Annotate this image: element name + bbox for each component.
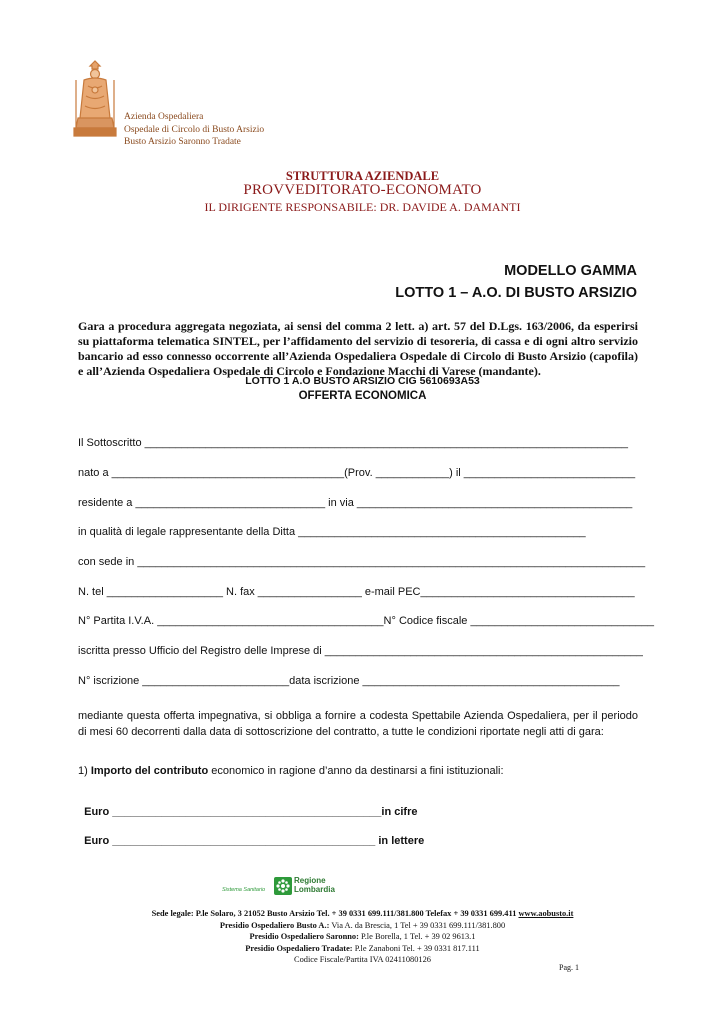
page-number: Pag. 1 — [559, 963, 579, 972]
footer-sede — [0, 908, 725, 920]
org-line-2: Ospedale di Circolo di Busto Arsizio — [124, 124, 265, 135]
intro-paragraph: Gara a procedura aggregata negoziata, ai sensi del comma 2 lett. a) art. 57 del D.Lgs. 163/2006, da esperirsi su piattaforma telematica SINTEL, per l’affidamento del servizio di tesoreria, di cassa e di ogni altro servizio bancario ad esso connesso occorrente all’Azienda Ospedaliera Ospedale di Circolo di Busto Arsizio (capofila) e all’Azienda Ospedaliera Ospedale di Circolo e Fondazione Macchi di Varese (mandante). — [78, 319, 638, 378]
dirigente-heading: IL DIRIGENTE RESPONSABILE: DR. DAVIDE A. DAMANTI — [204, 200, 521, 214]
footer-tradate-text: P.le Zanaboni Tel. + 39 0331 817.111 — [352, 943, 480, 953]
registro-imprese-field[interactable]: iscritta presso Ufficio del Registro delle Imprese di ____________________________________________________ — [78, 645, 643, 657]
footer-saronno-text: P.le Borella, 1 Tel. + 39 02 9613.1 — [358, 932, 476, 941]
euro-label: Euro — [84, 835, 110, 847]
euro-blank: ___________________________________________ — [109, 835, 379, 847]
euro-suffix: in lettere — [378, 835, 425, 847]
requirement-text: economico in ragione d’anno da destinarsi a fini istituzionali: — [208, 765, 504, 777]
residente-field[interactable]: residente a _______________________________ in via _____________________________________________ — [78, 497, 633, 509]
requirement-number: 1) — [78, 765, 91, 777]
madonna-logo-icon — [70, 60, 120, 138]
euro-lettere-field[interactable] — [78, 823, 424, 847]
nato-field[interactable]: nato a ______________________________________(Prov. ____________) il ____________________________ — [78, 467, 636, 479]
footer-website-link[interactable]: www.aobusto.it — [518, 909, 574, 918]
iscrizione-field[interactable]: N° iscrizione ________________________data iscrizione __________________________________________ — [78, 675, 620, 687]
regione-name-2: Lombardia — [294, 885, 335, 894]
footer-tradate-label: Presidio Ospedaliero Tradate: — [245, 943, 353, 953]
offerta-paragraph: mediante questa offerta impegnativa, si obbliga a fornire a codesta Spettabile Azienda Ospedaliera, per il periodo di mesi 60 decorrenti dalla data di sottoscrizione del contratto, a tutte le condizioni riportate negli atti di gara: — [78, 710, 638, 738]
sistema-sanitario-label: Sistema Sanitario — [222, 887, 266, 893]
footer-sede-text: Sede legale: P.le Solaro, 3 21052 Busto Arsizio Tel. + 39 0331 699.111/381.800 Telefax + 39 0331 699.411 — [151, 909, 519, 918]
regione-name-1: Regione — [294, 876, 326, 885]
footer-codice-fiscale: Codice Fiscale/Partita IVA 02411080126 — [293, 955, 431, 964]
euro-blank: ____________________________________________ — [109, 806, 382, 818]
contatti-field[interactable]: N. tel ___________________ N. fax _________________ e-mail PEC___________________________________ — [78, 586, 635, 598]
footer-busto — [0, 920, 725, 932]
organization-name — [124, 111, 264, 149]
footer — [0, 908, 725, 966]
euro-suffix: in cifre — [381, 806, 418, 818]
footer-saronno-label: Presidio Ospedaliero Saronno: — [249, 932, 359, 941]
partita-iva-field[interactable]: N° Partita I.V.A. _____________________________________N° Codice fiscale ______________________________ — [78, 615, 655, 627]
offerta-heading: OFFERTA ECONOMICA — [298, 390, 427, 402]
footer-busto-label: Presidio Ospedaliero Busto A.: — [219, 920, 330, 930]
footer-tradate — [0, 943, 725, 955]
org-line-1: Azienda Ospedaliera — [124, 112, 204, 122]
lotto-title: LOTTO 1 – A.O. DI BUSTO ARSIZIO — [395, 285, 637, 301]
regione-rose-icon — [274, 877, 292, 895]
regione-lombardia-logo — [222, 876, 337, 898]
struttura-heading: STRUTTURA AZIENDALE — [285, 169, 440, 183]
modello-title: MODELLO GAMMA — [504, 263, 637, 279]
requirement-bold: Importo del contributo — [90, 765, 209, 777]
cig-line: LOTTO 1 A.O BUSTO ARSIZIO CIG 5610693A53 — [245, 375, 480, 387]
org-line-3: Busto Arsizio Saronno Tradate — [124, 137, 241, 147]
euro-label: Euro — [84, 806, 110, 818]
footer-busto-text: Via A. da Brescia, 1 Tel + 39 0331 699.111/381.800 — [329, 920, 506, 930]
legale-rappresentante-field[interactable]: in qualità di legale rappresentante della Ditta _______________________________________________ — [78, 526, 586, 538]
sottoscritto-field[interactable]: Il Sottoscritto _______________________________________________________________________________ — [78, 437, 628, 449]
ufficio-heading: PROVVEDITORATO-ECONOMATO — [243, 182, 482, 198]
euro-cifre-field[interactable] — [78, 794, 418, 818]
sede-field[interactable]: con sede in ___________________________________________________________________________________ — [78, 556, 646, 568]
footer-saronno — [0, 931, 725, 943]
requirement-line — [78, 765, 504, 777]
